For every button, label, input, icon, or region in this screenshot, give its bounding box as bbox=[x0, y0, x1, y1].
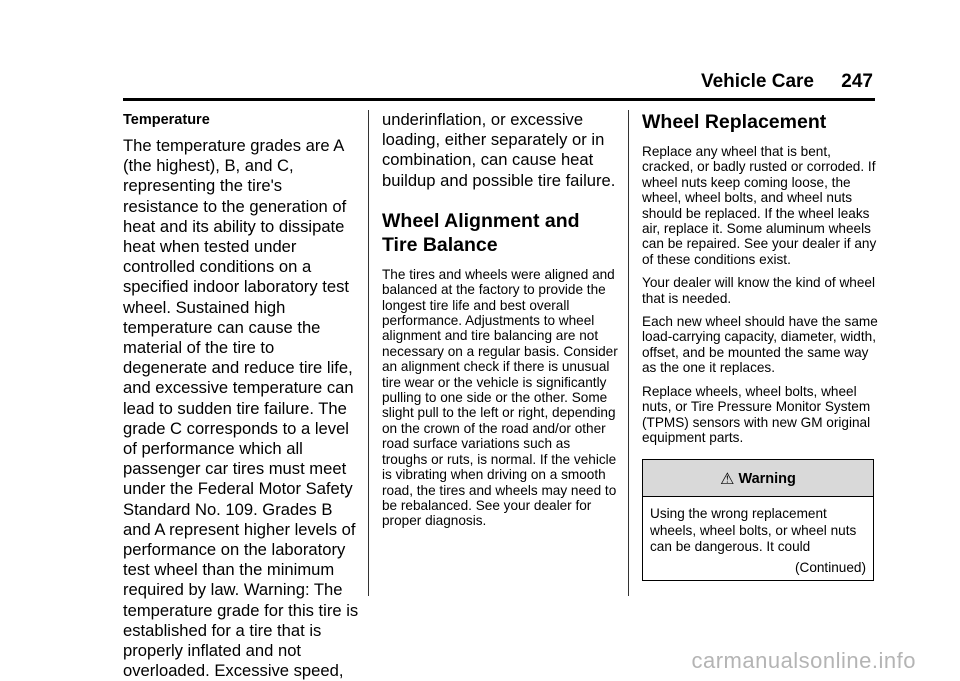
column-divider bbox=[628, 110, 629, 596]
warning-body bbox=[643, 497, 873, 580]
continuation-text: underinflation, or excessive loading, either separately or in combination, can cause heat buildup and possible tire failure. bbox=[382, 110, 616, 190]
wheel-replacement-paragraph: Your dealer will know the kind of wheel that is needed. bbox=[642, 275, 875, 306]
column-left bbox=[123, 110, 359, 681]
temperature-body: The temperature grades are A (the highest), B, and C, representing the tire's resistance to the generation of heat and its ability to dissipate heat when tested under controlled conditions on a specified indoor laboratory test wheel. Sustained high temperature can cause the material of the tire to degenerate and reduce tire life, and excessive temperature can lead to sudden tire failure. The grade C corresponds to a level of performance which all passenger car tires must meet under the Federal Motor Safety Standard No. 109. Grades B and A represent higher levels of performance on the laboratory test wheel than the minimum required by law. Warning: The temperature grade for this tire is established for a tire that is properly inflated and not overloaded. Excessive speed, bbox=[123, 136, 359, 681]
wheel-replacement-title: Wheel Replacement bbox=[642, 111, 827, 133]
wheel-alignment-body: The tires and wheels were aligned and balanced at the factory to provide the longest tire life and best overall performance. Adjustments to wheel alignment and tire balancing are not necessary on a regular basis. Consider an alignment check if there is unusual tire wear or the vehicle is significantly pulling to one side or the other. Some slight pull to the left or right, depending on the crown of the road and/or other road surface variations such as troughs or ruts, is normal. If the vehicle is vibrating when driving on a smooth road, the tires and wheels may need to be rebalanced. See your dealer for proper diagnosis. bbox=[382, 266, 618, 529]
column-divider bbox=[368, 110, 369, 596]
wheel-replacement-paragraph: Replace any wheel that is bent, cracked, or badly rusted or corroded. If wheel nuts keep coming loose, the wheel, wheel bolts, and wheel nuts should be replaced. If the wheel leaks air, replace it. Some aluminum wheels can be repaired. See your dealer if any of these conditions exist. bbox=[642, 144, 877, 267]
warning-title: Warning bbox=[738, 471, 796, 488]
header-rule bbox=[123, 98, 875, 101]
warning-box bbox=[642, 459, 874, 581]
warning-text: Using the wrong replacement wheels, wheel bolts, or wheel nuts can be dangerous. It could bbox=[650, 506, 857, 555]
column-middle bbox=[382, 110, 618, 537]
wheel-replacement-paragraph: Each new wheel should have the same load-carrying capacity, diameter, width, offset, and be mounted the same way as the one it replaces. bbox=[642, 314, 878, 376]
column-right bbox=[642, 110, 878, 581]
wheel-alignment-title: Wheel Alignment and Tire Balance bbox=[382, 209, 580, 256]
watermark: carmanualsonline.info bbox=[691, 648, 916, 673]
wheel-replacement-paragraph: Replace wheels, wheel bolts, wheel nuts, or Tire Pressure Monitor System (TPMS) sensors with new GM original equipment parts. bbox=[642, 383, 871, 445]
continued-label: (Continued) bbox=[794, 559, 866, 575]
temperature-heading: Temperature bbox=[123, 112, 210, 128]
warning-header bbox=[643, 460, 873, 497]
warning-triangle-icon: ⚠ bbox=[720, 471, 735, 489]
header-title: Vehicle Care bbox=[700, 71, 814, 92]
page-number: 247 bbox=[841, 71, 873, 92]
